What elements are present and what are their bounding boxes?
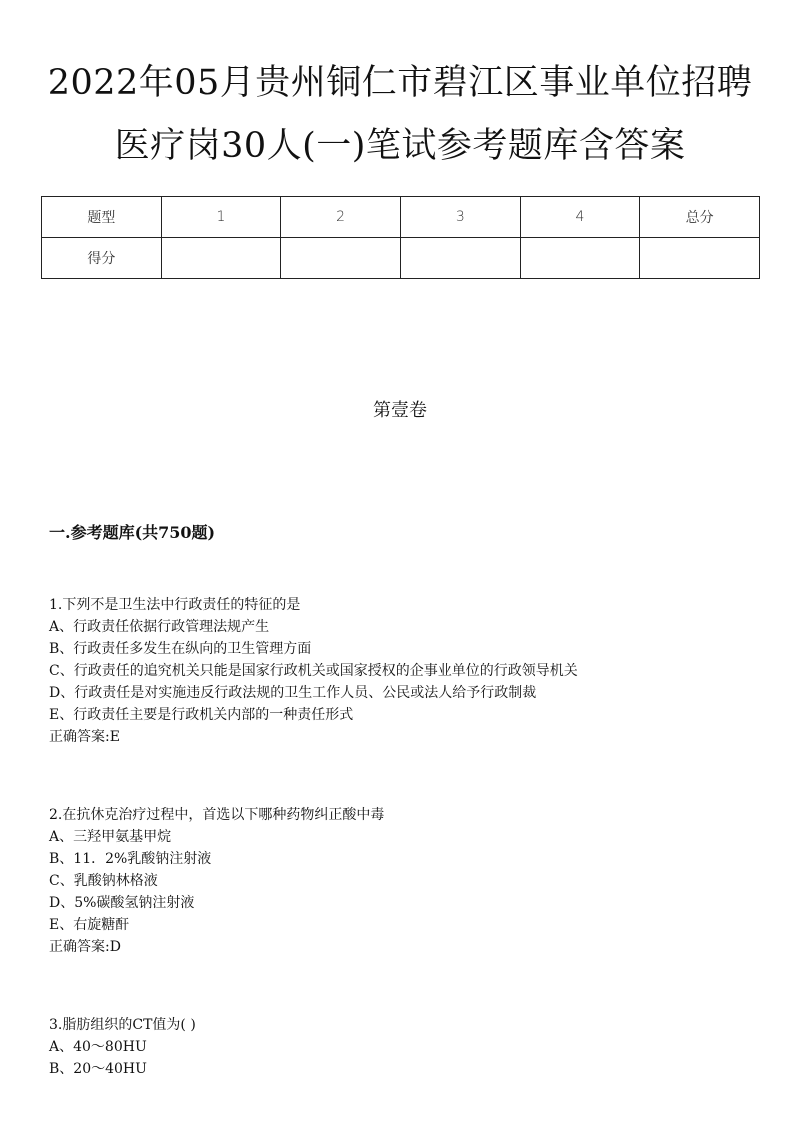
question-answer: 正确答案:E (49, 729, 120, 745)
document-title-line-1: 2022年05月贵州铜仁市碧江区事业单位招聘 (47, 63, 753, 103)
score-cell-3 (400, 238, 520, 279)
question-option: B、11．2%乳酸钠注射液 (49, 851, 212, 867)
header-cell-3: 3 (400, 197, 520, 238)
header-cell-type: 题型 (42, 197, 162, 238)
score-row-label: 得分 (42, 238, 162, 279)
score-cell-2 (281, 238, 401, 279)
document-title-line-2: 医疗岗30人(一)笔试参考题库含答案 (114, 126, 686, 166)
question-option: D、行政责任是对实施违反行政法规的卫生工作人员、公民或法人给予行政制裁 (49, 685, 537, 701)
question-option: B、20～40HU (49, 1061, 147, 1077)
question-stem: 2.在抗休克治疗过程中，首选以下哪种药物纠正酸中毒 (49, 807, 385, 823)
score-table-score-row (42, 238, 760, 279)
header-cell-total: 总分 (640, 197, 760, 238)
score-cell-total (640, 238, 760, 279)
question-option: C、行政责任的追究机关只能是国家行政机关或国家授权的企事业单位的行政领导机关 (49, 663, 578, 679)
question-2 (49, 804, 384, 958)
section-heading: 一.参考题库(共750题) (49, 523, 216, 542)
question-option: A、三羟甲氨基甲烷 (49, 829, 172, 845)
question-option: B、行政责任多发生在纵向的卫生管理方面 (49, 641, 312, 657)
question-stem: 1.下列不是卫生法中行政责任的特征的是 (49, 597, 301, 613)
question-option: C、乳酸钠林格液 (49, 873, 158, 889)
question-1 (49, 594, 578, 748)
header-cell-2: 2 (281, 197, 401, 238)
question-answer: 正确答案:D (49, 939, 121, 955)
question-3 (49, 1014, 196, 1080)
score-cell-1 (161, 238, 281, 279)
volume-label: 第壹卷 (373, 400, 427, 421)
question-option: E、右旋糖酐 (49, 917, 130, 933)
question-option: E、行政责任主要是行政机关内部的一种责任形式 (49, 707, 354, 723)
question-option: A、行政责任依据行政管理法规产生 (49, 619, 270, 635)
question-option: A、40～80HU (49, 1039, 147, 1055)
question-stem: 3.脂肪组织的CT值为( ) (49, 1017, 196, 1033)
score-table-header-row (42, 197, 760, 238)
score-cell-4 (520, 238, 640, 279)
header-cell-4: 4 (520, 197, 640, 238)
score-table (41, 196, 760, 279)
header-cell-1: 1 (161, 197, 281, 238)
question-option: D、5%碳酸氢钠注射液 (49, 895, 195, 911)
